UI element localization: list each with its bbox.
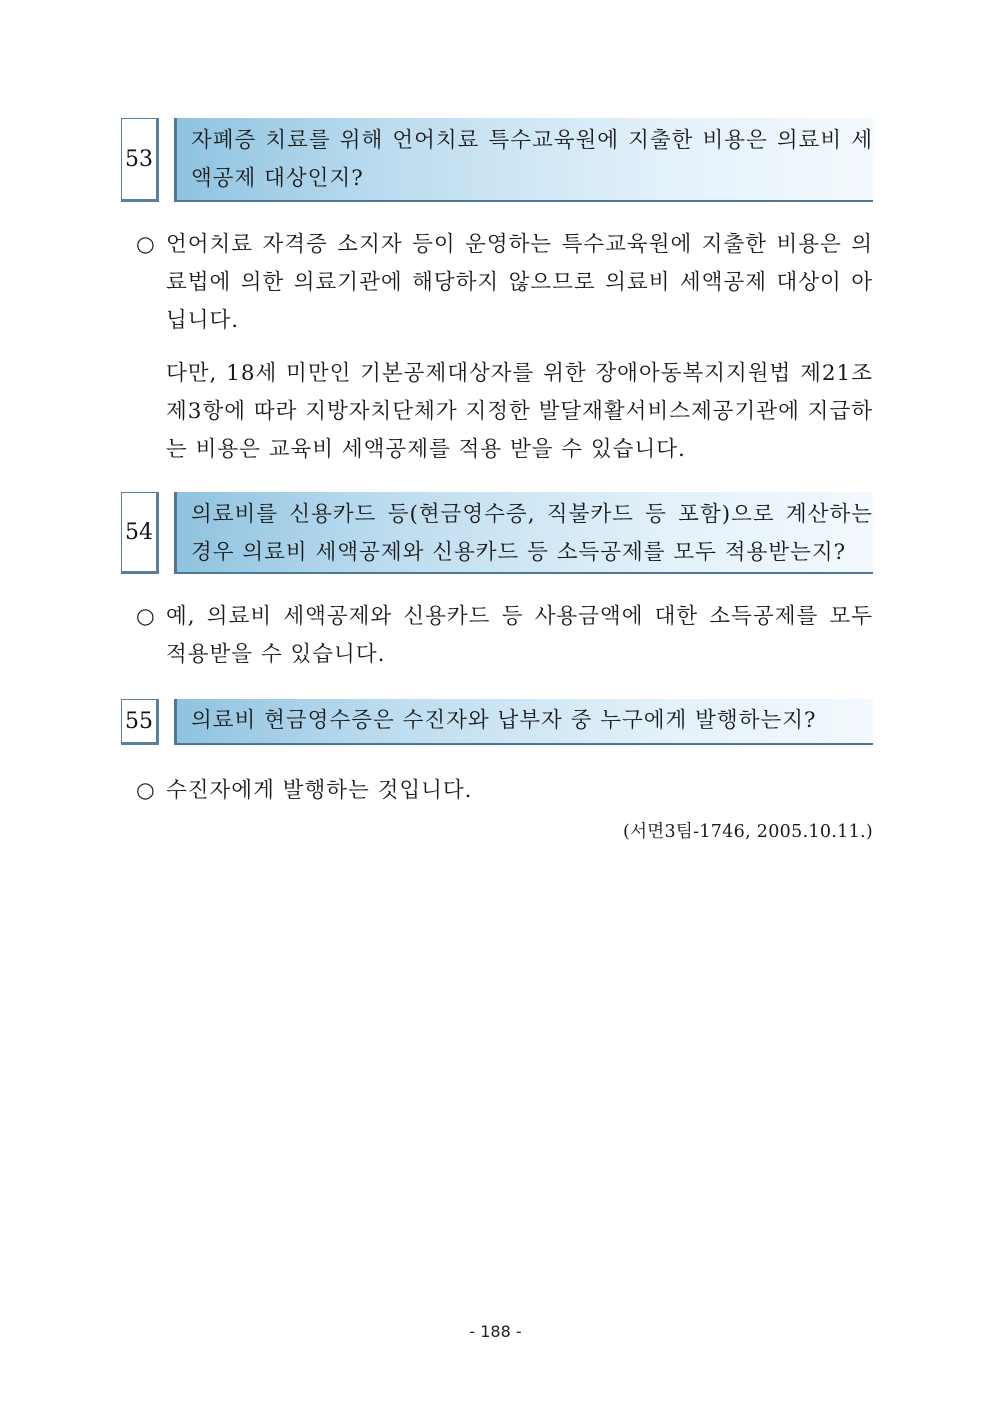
- answer-text: 예, 의료비 세액공제와 신용카드 등 사용금액에 대한 소득공제를 모두 적용받을 수 있습니다.: [166, 604, 873, 667]
- answer-item: [136, 598, 873, 674]
- question-text: 의료비를 신용카드 등(현금영수증, 직불카드 등 포함)으로 계산하는 경우 의료비 세액공제와 신용카드 등 소득공제를 모두 적용받는지?: [174, 492, 873, 574]
- answer-text: 언어치료 자격증 소지자 등이 운영하는 특수교육원에 지출한 비용은 의료법에 의한 의료기관에 해당하지 않으므로 의료비 세액공제 대상이 아닙니다.: [166, 232, 873, 333]
- answer-text: 수진자에게 발행하는 것입니다.: [166, 778, 473, 803]
- question-text: 자폐증 치료를 위해 언어치료 특수교육원에 지출한 비용은 의료비 세액공제 대상인지?: [174, 118, 873, 202]
- answer-item: [136, 226, 873, 340]
- page-number: - 188 -: [469, 1322, 522, 1341]
- answer-item: [136, 772, 873, 810]
- question-text: 의료비 현금영수증은 수진자와 납부자 중 누구에게 발행하는지?: [174, 699, 873, 745]
- question-number: 54: [121, 492, 159, 574]
- question-number: 55: [121, 699, 159, 745]
- citation: (서면3팀-1746, 2005.10.11.): [622, 822, 873, 842]
- bullet: ○: [136, 232, 156, 257]
- bullet: ○: [136, 604, 156, 629]
- question-number: 53: [121, 118, 159, 202]
- bullet: ○: [136, 778, 156, 803]
- answer-paragraph: 다만, 18세 미만인 기본공제대상자를 위한 장애아동복지지원법 제21조 제3항에 따라 지방자치단체가 지정한 발달재활서비스제공기관에 지급하는 비용은 교육비 세액공제를 적용 받을 수 있습니다.: [166, 361, 873, 462]
